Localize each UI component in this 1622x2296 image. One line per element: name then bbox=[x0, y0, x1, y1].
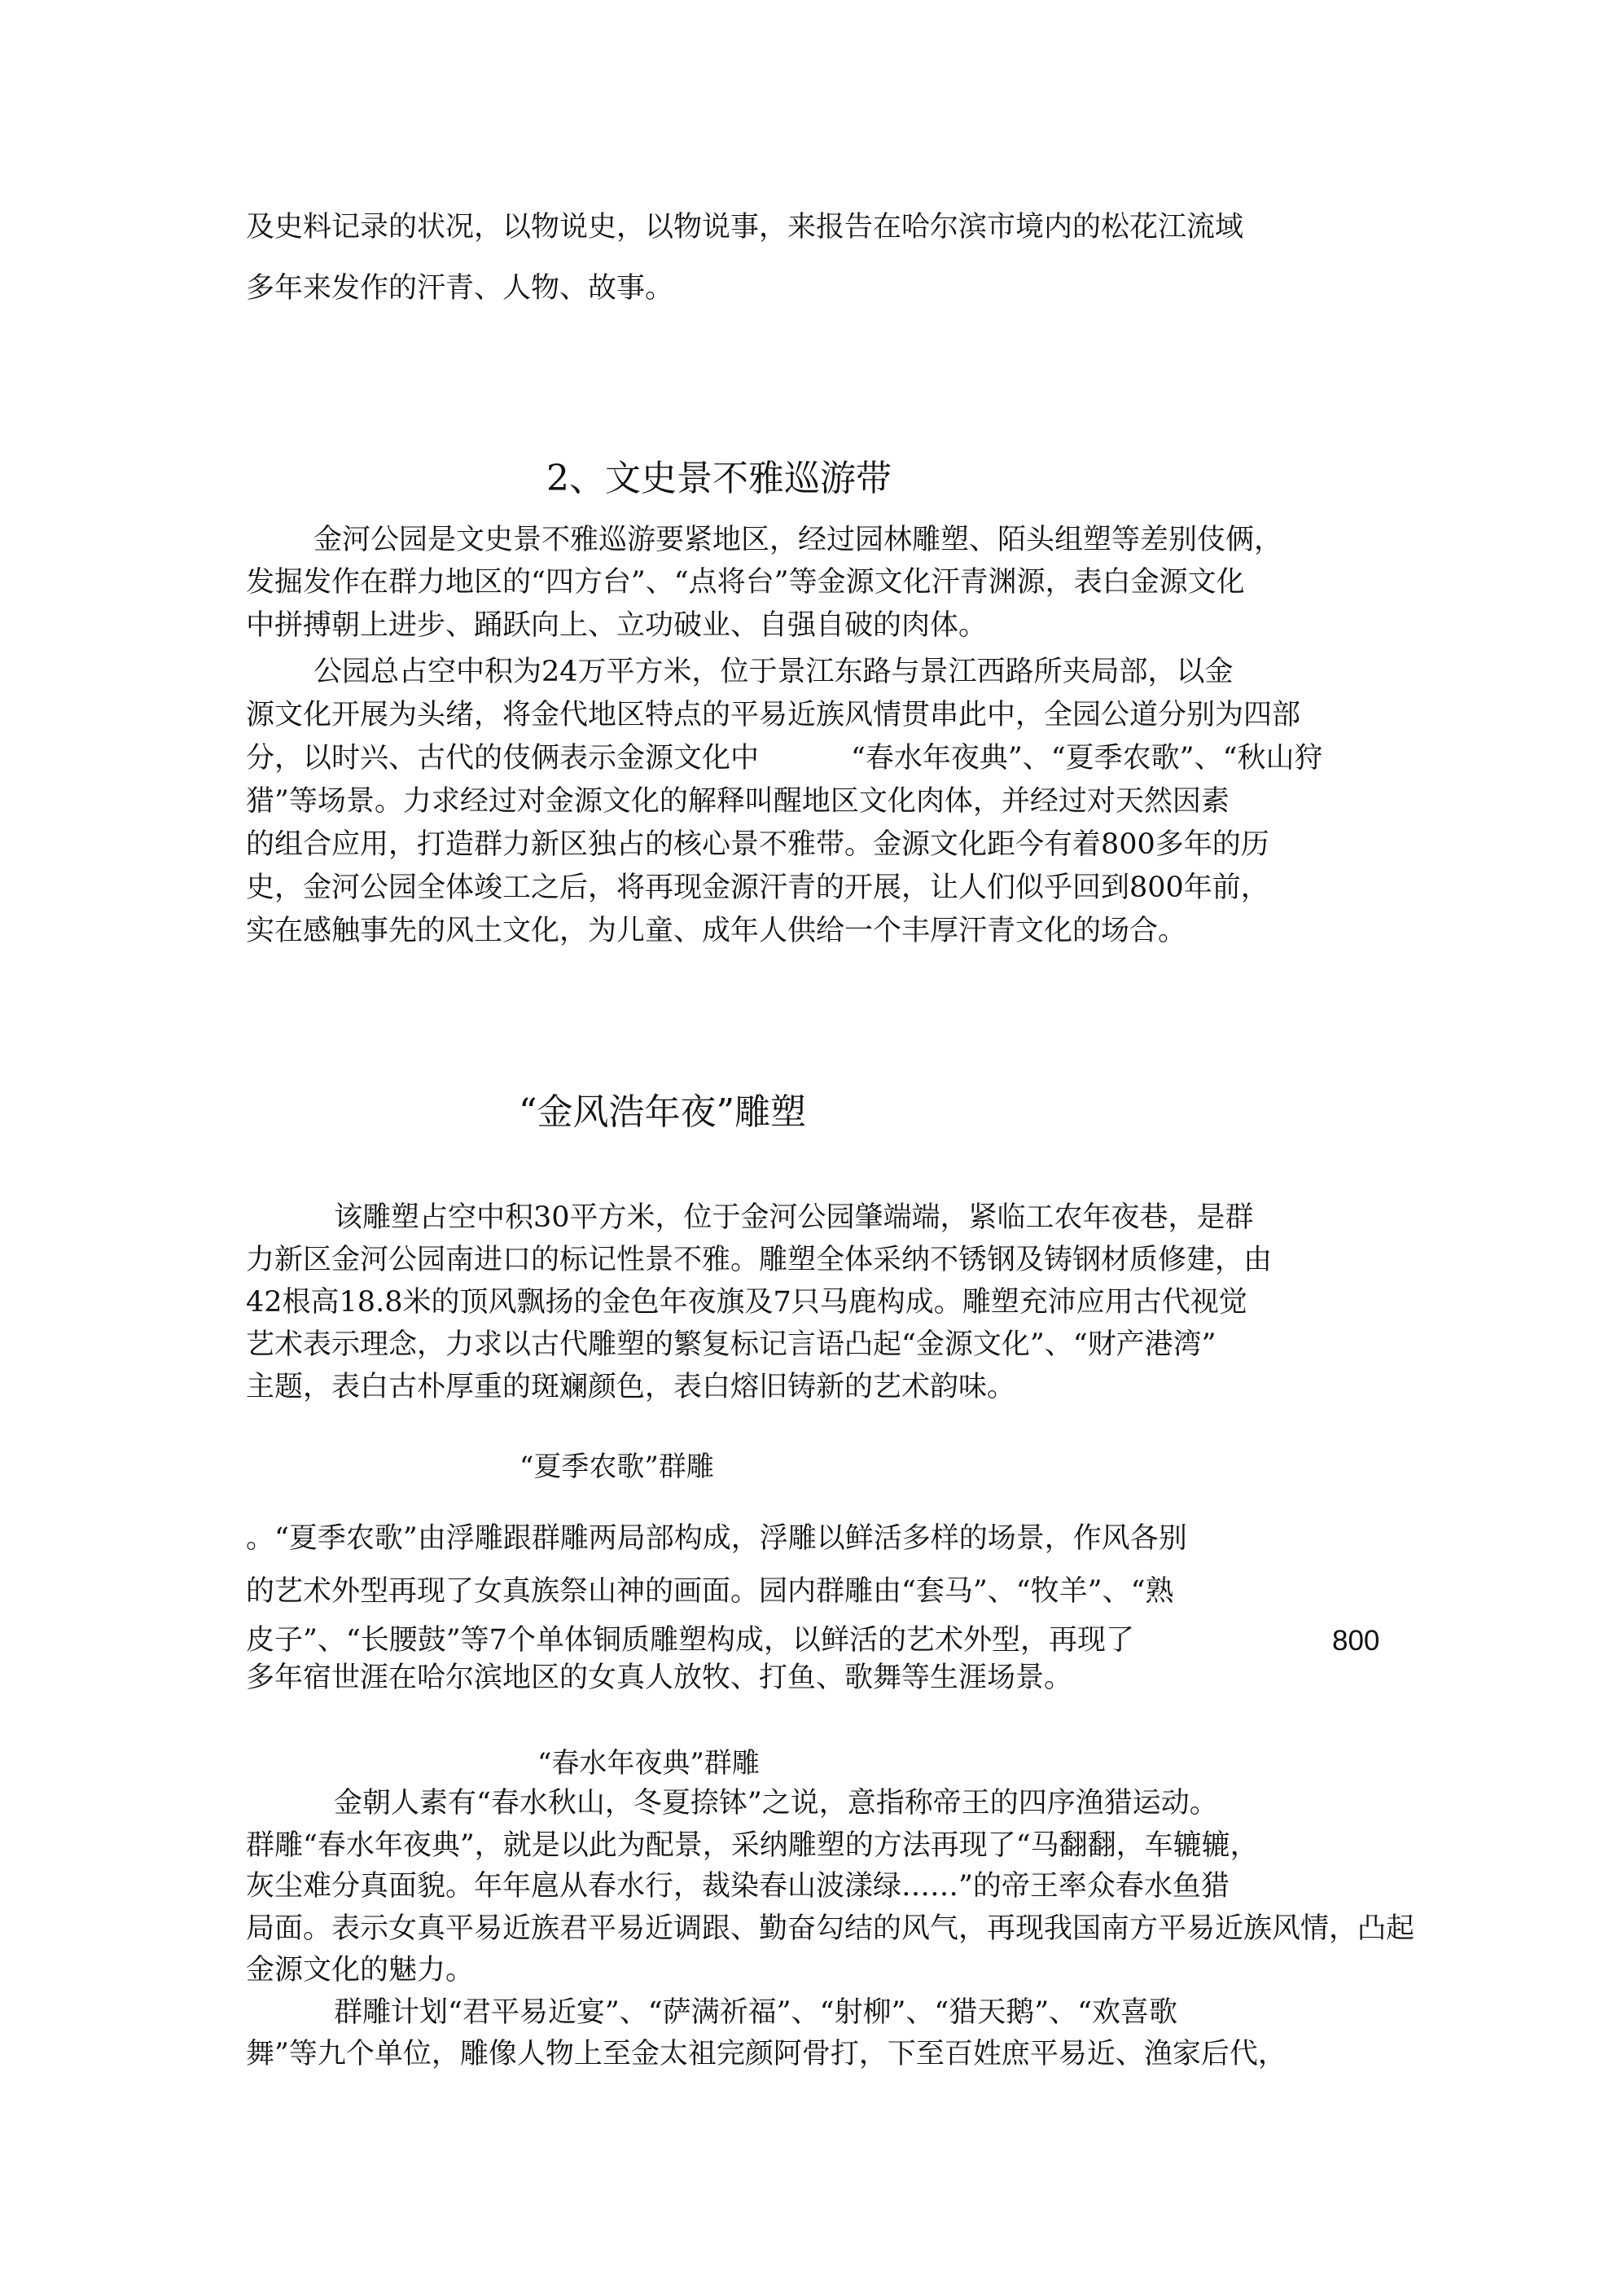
section2-p2-line-3b: “春水年夜典”、“夏季农歌”、“秋山狩 bbox=[851, 742, 1323, 775]
sculpture1-heading: “金风浩年夜”雕塑 bbox=[519, 1091, 806, 1133]
section2-heading: 2、文史景不雅巡游带 bbox=[546, 458, 892, 499]
intro-line-1: 及史料记录的状况，以物说史，以物说事，来报告在哈尔滨市境内的松花江流域 bbox=[246, 211, 1244, 244]
sculpture2-line-2: 的艺术外型再现了女真族祭山神的画面。园内群雕由“套马”、“牧羊”、“熟 bbox=[246, 1575, 1174, 1608]
intro-line-2: 多年来发作的汗青、人物、故事。 bbox=[246, 272, 674, 305]
sculpture2-line-4: 多年宿世涯在哈尔滨地区的女真人放牧、打鱼、歌舞等生涯场景。 bbox=[246, 1662, 1073, 1694]
section2-p2-line-7: 实在感触事先的风土文化，为儿童、成年人供给一个丰厚汗青文化的场合。 bbox=[246, 915, 1187, 947]
sculpture1-line-2: 力新区金河公园南进口的标记性景不雅。雕塑全体采纳不锈钢及铸钢材质修建，由 bbox=[246, 1244, 1273, 1276]
sculpture2-line-3a: 皮子”、“长腰鼓”等7个单体铜质雕塑构成，以鲜活的艺术外型，再现了 bbox=[246, 1624, 1134, 1657]
sculpture3-p1-line-5: 金源文化的魅力。 bbox=[246, 1954, 475, 1987]
section2-p2-line-1: 公园总占空中积为24万平方米，位于景江东路与景江西路所夹局部，以金 bbox=[313, 656, 1234, 688]
sculpture1-line-5: 主题，表白古朴厚重的斑斓颜色，表白熔旧铸新的艺术韵味。 bbox=[246, 1371, 1016, 1403]
sculpture3-p1-line-2: 群雕“春水年夜典”，就是以此为配景，采纳雕塑的方法再现了“马翻翻，车辘辘， bbox=[246, 1829, 1259, 1862]
section2-p2-line-3a: 分，以时兴、古代的伎俩表示金源文化中 bbox=[246, 742, 760, 775]
sculpture1-line-1: 该雕塑占空中积30平方米，位于金河公园肇端端，紧临工农年夜巷，是群 bbox=[334, 1201, 1254, 1234]
sculpture2-heading: “夏季农歌”群雕 bbox=[519, 1451, 714, 1483]
section2-p2-line-5: 的组合应用，打造群力新区独占的核心景不雅带。金源文化距今有着800多年的历 bbox=[246, 828, 1269, 861]
sculpture3-heading: “春水年夜典”群雕 bbox=[537, 1747, 760, 1780]
section2-p1-line-1: 金河公园是文史景不雅巡游要紧地区，经过园林雕塑、陌头组塑等差别伎俩， bbox=[313, 524, 1283, 556]
section2-p2-line-2: 源文化开展为头绪，将金代地区特点的平易近族风情贯串此中，全园公道分别为四部 bbox=[246, 699, 1301, 731]
section2-p2-line-6: 史，金河公园全体竣工之后，将再现金源汗青的开展，让人们似乎回到800年前， bbox=[246, 871, 1269, 904]
sculpture3-p2-line-2: 舞”等九个单位，雕像人物上至金太祖完颜阿骨打，下至百姓庶平易近、渔家后代， bbox=[246, 2038, 1287, 2070]
section2-p1-line-3: 中拼搏朝上进步、踊跃向上、立功破业、自强自破的肉体。 bbox=[246, 609, 988, 642]
sculpture1-line-3: 42根高18.8米的顶风飘扬的金色年夜旗及7只马鹿构成。雕塑充沛应用古代视觉 bbox=[246, 1286, 1247, 1319]
sculpture3-p1-line-4: 局面。表示女真平易近族君平易近调跟、勤奋勾结的风气，再现我国南方平易近族风情，凸起 bbox=[246, 1912, 1415, 1945]
section2-p1-line-2: 发掘发作在群力地区的“四方台”、“点将台”等金源文化汗青渊源，表白金源文化 bbox=[246, 566, 1245, 599]
sculpture3-p2-line-1: 群雕计划“君平易近宴”、“萨满祈福”、“射柳”、“猎天鹅”、“欢喜歌 bbox=[334, 1996, 1178, 2029]
sculpture3-p1-line-3: 灰尘难分真面貌。年年扈从春水行，裁染春山波漾绿……”的帝王率众春水鱼猎 bbox=[246, 1870, 1230, 1903]
sculpture2-line-3b: 800 bbox=[1332, 1625, 1380, 1657]
section2-p2-line-4: 猎”等场景。力求经过对金源文化的解释叫醒地区文化肉体，并经过对天然因素 bbox=[246, 785, 1230, 818]
sculpture2-line-1: 。“夏季农歌”由浮雕跟群雕两局部构成，浮雕以鲜活多样的场景，作风各别 bbox=[246, 1522, 1187, 1555]
sculpture3-p1-line-1: 金朝人素有“春水秋山，冬夏捺钵”之说，意指称帝王的四序渔猎运动。 bbox=[334, 1787, 1218, 1820]
sculpture1-line-4: 艺术表示理念，力求以古代雕塑的繁复标记言语凸起“金源文化”、“财产港湾” bbox=[246, 1328, 1216, 1361]
